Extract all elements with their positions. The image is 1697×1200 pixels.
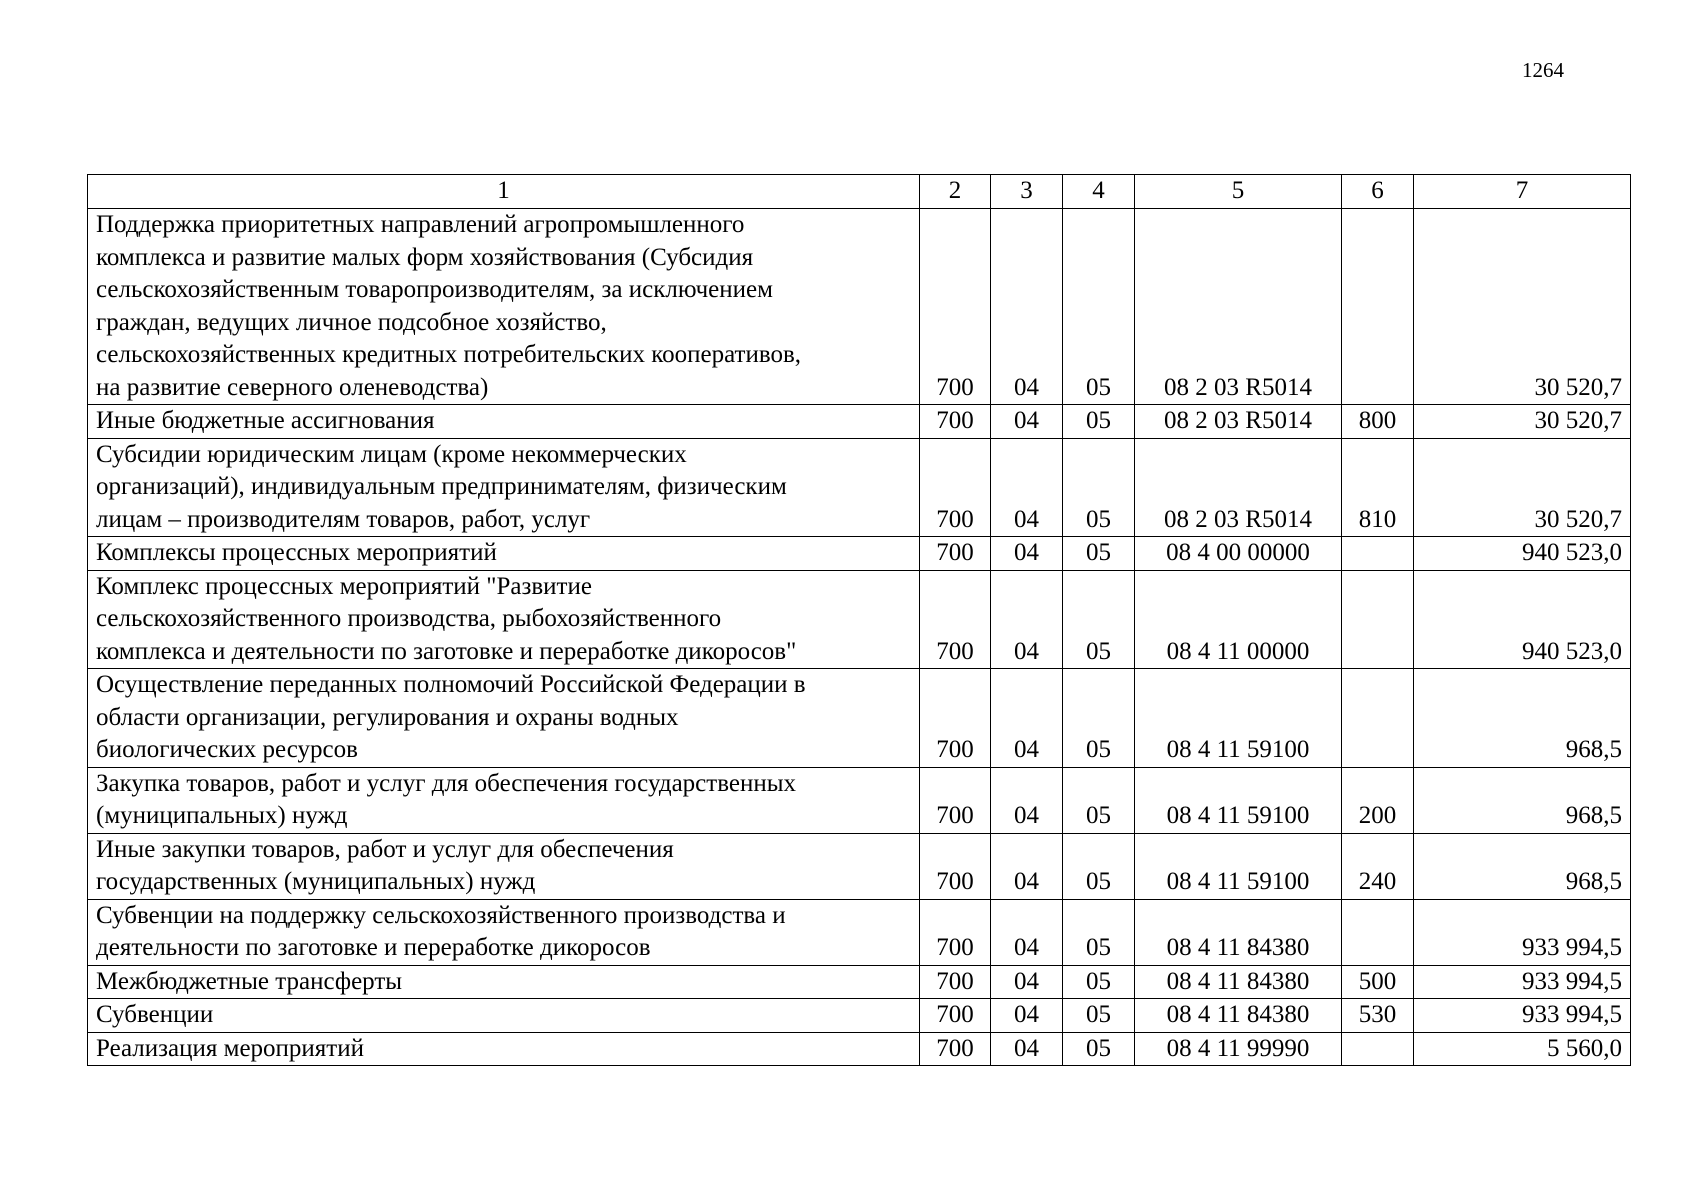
cell-c5: 08 2 03 R5014 — [1135, 209, 1342, 405]
header-cell: 6 — [1342, 175, 1414, 209]
cell-c2: 700 — [920, 999, 991, 1033]
cell-c7: 30 520,7 — [1414, 209, 1631, 405]
row-description: Межбюджетные трансферты — [88, 965, 920, 999]
table-row — [88, 833, 1631, 899]
cell-c6 — [1342, 669, 1414, 768]
row-description: Субвенции на поддержку сельскохозяйственного производства и деятельности по заготовке и переработке дикоросов — [88, 899, 920, 965]
cell-c2: 700 — [920, 537, 991, 571]
cell-c7: 940 523,0 — [1414, 537, 1631, 571]
cell-c6: 240 — [1342, 833, 1414, 899]
table-row — [88, 570, 1631, 669]
header-cell: 1 — [88, 175, 920, 209]
cell-c7: 933 994,5 — [1414, 899, 1631, 965]
cell-c4: 05 — [1063, 405, 1135, 439]
header-cell: 3 — [991, 175, 1063, 209]
cell-c6 — [1342, 899, 1414, 965]
row-description: Субвенции — [88, 999, 920, 1033]
cell-c3: 04 — [991, 899, 1063, 965]
cell-c2: 700 — [920, 833, 991, 899]
row-description: Закупка товаров, работ и услуг для обеспечения государственных (муниципальных) нужд — [88, 767, 920, 833]
cell-c5: 08 4 00 00000 — [1135, 537, 1342, 571]
cell-c6 — [1342, 570, 1414, 669]
cell-c7: 30 520,7 — [1414, 405, 1631, 439]
cell-c3: 04 — [991, 570, 1063, 669]
cell-c4: 05 — [1063, 767, 1135, 833]
cell-c2: 700 — [920, 438, 991, 537]
cell-c3: 04 — [991, 405, 1063, 439]
cell-c2: 700 — [920, 209, 991, 405]
cell-c4: 05 — [1063, 438, 1135, 537]
cell-c4: 05 — [1063, 899, 1135, 965]
cell-c3: 04 — [991, 1032, 1063, 1066]
header-cell: 5 — [1135, 175, 1342, 209]
cell-c5: 08 4 11 99990 — [1135, 1032, 1342, 1066]
cell-c2: 700 — [920, 899, 991, 965]
cell-c5: 08 4 11 84380 — [1135, 965, 1342, 999]
row-description: Субсидии юридическим лицам (кроме некоммерческих организаций), индивидуальным предпринимателям, физическим лицам – производителям товаров, работ, услуг — [88, 438, 920, 537]
table-row — [88, 537, 1631, 571]
page-number: 1264 — [1522, 58, 1564, 82]
cell-c4: 05 — [1063, 1032, 1135, 1066]
cell-c5: 08 4 11 84380 — [1135, 999, 1342, 1033]
cell-c6: 810 — [1342, 438, 1414, 537]
cell-c6: 530 — [1342, 999, 1414, 1033]
cell-c3: 04 — [991, 767, 1063, 833]
header-cell: 7 — [1414, 175, 1631, 209]
header-cell: 4 — [1063, 175, 1135, 209]
cell-c2: 700 — [920, 1032, 991, 1066]
row-description: Комплекс процессных мероприятий "Развитие сельскохозяйственного производства, рыбохозяйственного комплекса и деятельности по заготовке и переработке дикоросов" — [88, 570, 920, 669]
cell-c3: 04 — [991, 669, 1063, 768]
cell-c2: 700 — [920, 965, 991, 999]
budget-table — [87, 174, 1631, 1066]
cell-c5: 08 2 03 R5014 — [1135, 438, 1342, 537]
cell-c7: 968,5 — [1414, 833, 1631, 899]
table-row — [88, 965, 1631, 999]
cell-c6 — [1342, 537, 1414, 571]
cell-c3: 04 — [991, 537, 1063, 571]
cell-c2: 700 — [920, 570, 991, 669]
cell-c7: 940 523,0 — [1414, 570, 1631, 669]
cell-c5: 08 4 11 59100 — [1135, 669, 1342, 768]
cell-c2: 700 — [920, 767, 991, 833]
cell-c6: 500 — [1342, 965, 1414, 999]
cell-c4: 05 — [1063, 209, 1135, 405]
table-row — [88, 209, 1631, 405]
row-description: Иные бюджетные ассигнования — [88, 405, 920, 439]
cell-c3: 04 — [991, 965, 1063, 999]
table-row — [88, 669, 1631, 768]
table-row — [88, 767, 1631, 833]
cell-c3: 04 — [991, 999, 1063, 1033]
row-description: Поддержка приоритетных направлений агропромышленного комплекса и развитие малых форм хозяйствования (Субсидия сельскохозяйственным товаропроизводителям, за исключением граждан, ведущих личное подсобное хозяйство, сельскохозяйственных кредитных потребительских кооперативов, на развитие северного оленеводства) — [88, 209, 920, 405]
cell-c4: 05 — [1063, 669, 1135, 768]
header-cell: 2 — [920, 175, 991, 209]
table-row — [88, 999, 1631, 1033]
cell-c6: 800 — [1342, 405, 1414, 439]
cell-c5: 08 2 03 R5014 — [1135, 405, 1342, 439]
cell-c5: 08 4 11 59100 — [1135, 767, 1342, 833]
row-description: Осуществление переданных полномочий Российской Федерации в области организации, регулирования и охраны водных биологических ресурсов — [88, 669, 920, 768]
cell-c7: 933 994,5 — [1414, 965, 1631, 999]
cell-c6 — [1342, 1032, 1414, 1066]
cell-c2: 700 — [920, 405, 991, 439]
cell-c4: 05 — [1063, 537, 1135, 571]
cell-c4: 05 — [1063, 570, 1135, 669]
cell-c6: 200 — [1342, 767, 1414, 833]
cell-c7: 933 994,5 — [1414, 999, 1631, 1033]
cell-c4: 05 — [1063, 965, 1135, 999]
table-row — [88, 1032, 1631, 1066]
cell-c3: 04 — [991, 209, 1063, 405]
cell-c7: 968,5 — [1414, 767, 1631, 833]
cell-c5: 08 4 11 59100 — [1135, 833, 1342, 899]
cell-c3: 04 — [991, 833, 1063, 899]
row-description: Иные закупки товаров, работ и услуг для обеспечения государственных (муниципальных) нужд — [88, 833, 920, 899]
cell-c7: 30 520,7 — [1414, 438, 1631, 537]
table-row — [88, 438, 1631, 537]
table-header-row — [88, 175, 1631, 209]
cell-c5: 08 4 11 00000 — [1135, 570, 1342, 669]
table-row — [88, 405, 1631, 439]
cell-c2: 700 — [920, 669, 991, 768]
table-row — [88, 899, 1631, 965]
cell-c4: 05 — [1063, 999, 1135, 1033]
cell-c6 — [1342, 209, 1414, 405]
cell-c7: 968,5 — [1414, 669, 1631, 768]
cell-c4: 05 — [1063, 833, 1135, 899]
cell-c5: 08 4 11 84380 — [1135, 899, 1342, 965]
row-description: Комплексы процессных мероприятий — [88, 537, 920, 571]
cell-c3: 04 — [991, 438, 1063, 537]
cell-c7: 5 560,0 — [1414, 1032, 1631, 1066]
row-description: Реализация мероприятий — [88, 1032, 920, 1066]
